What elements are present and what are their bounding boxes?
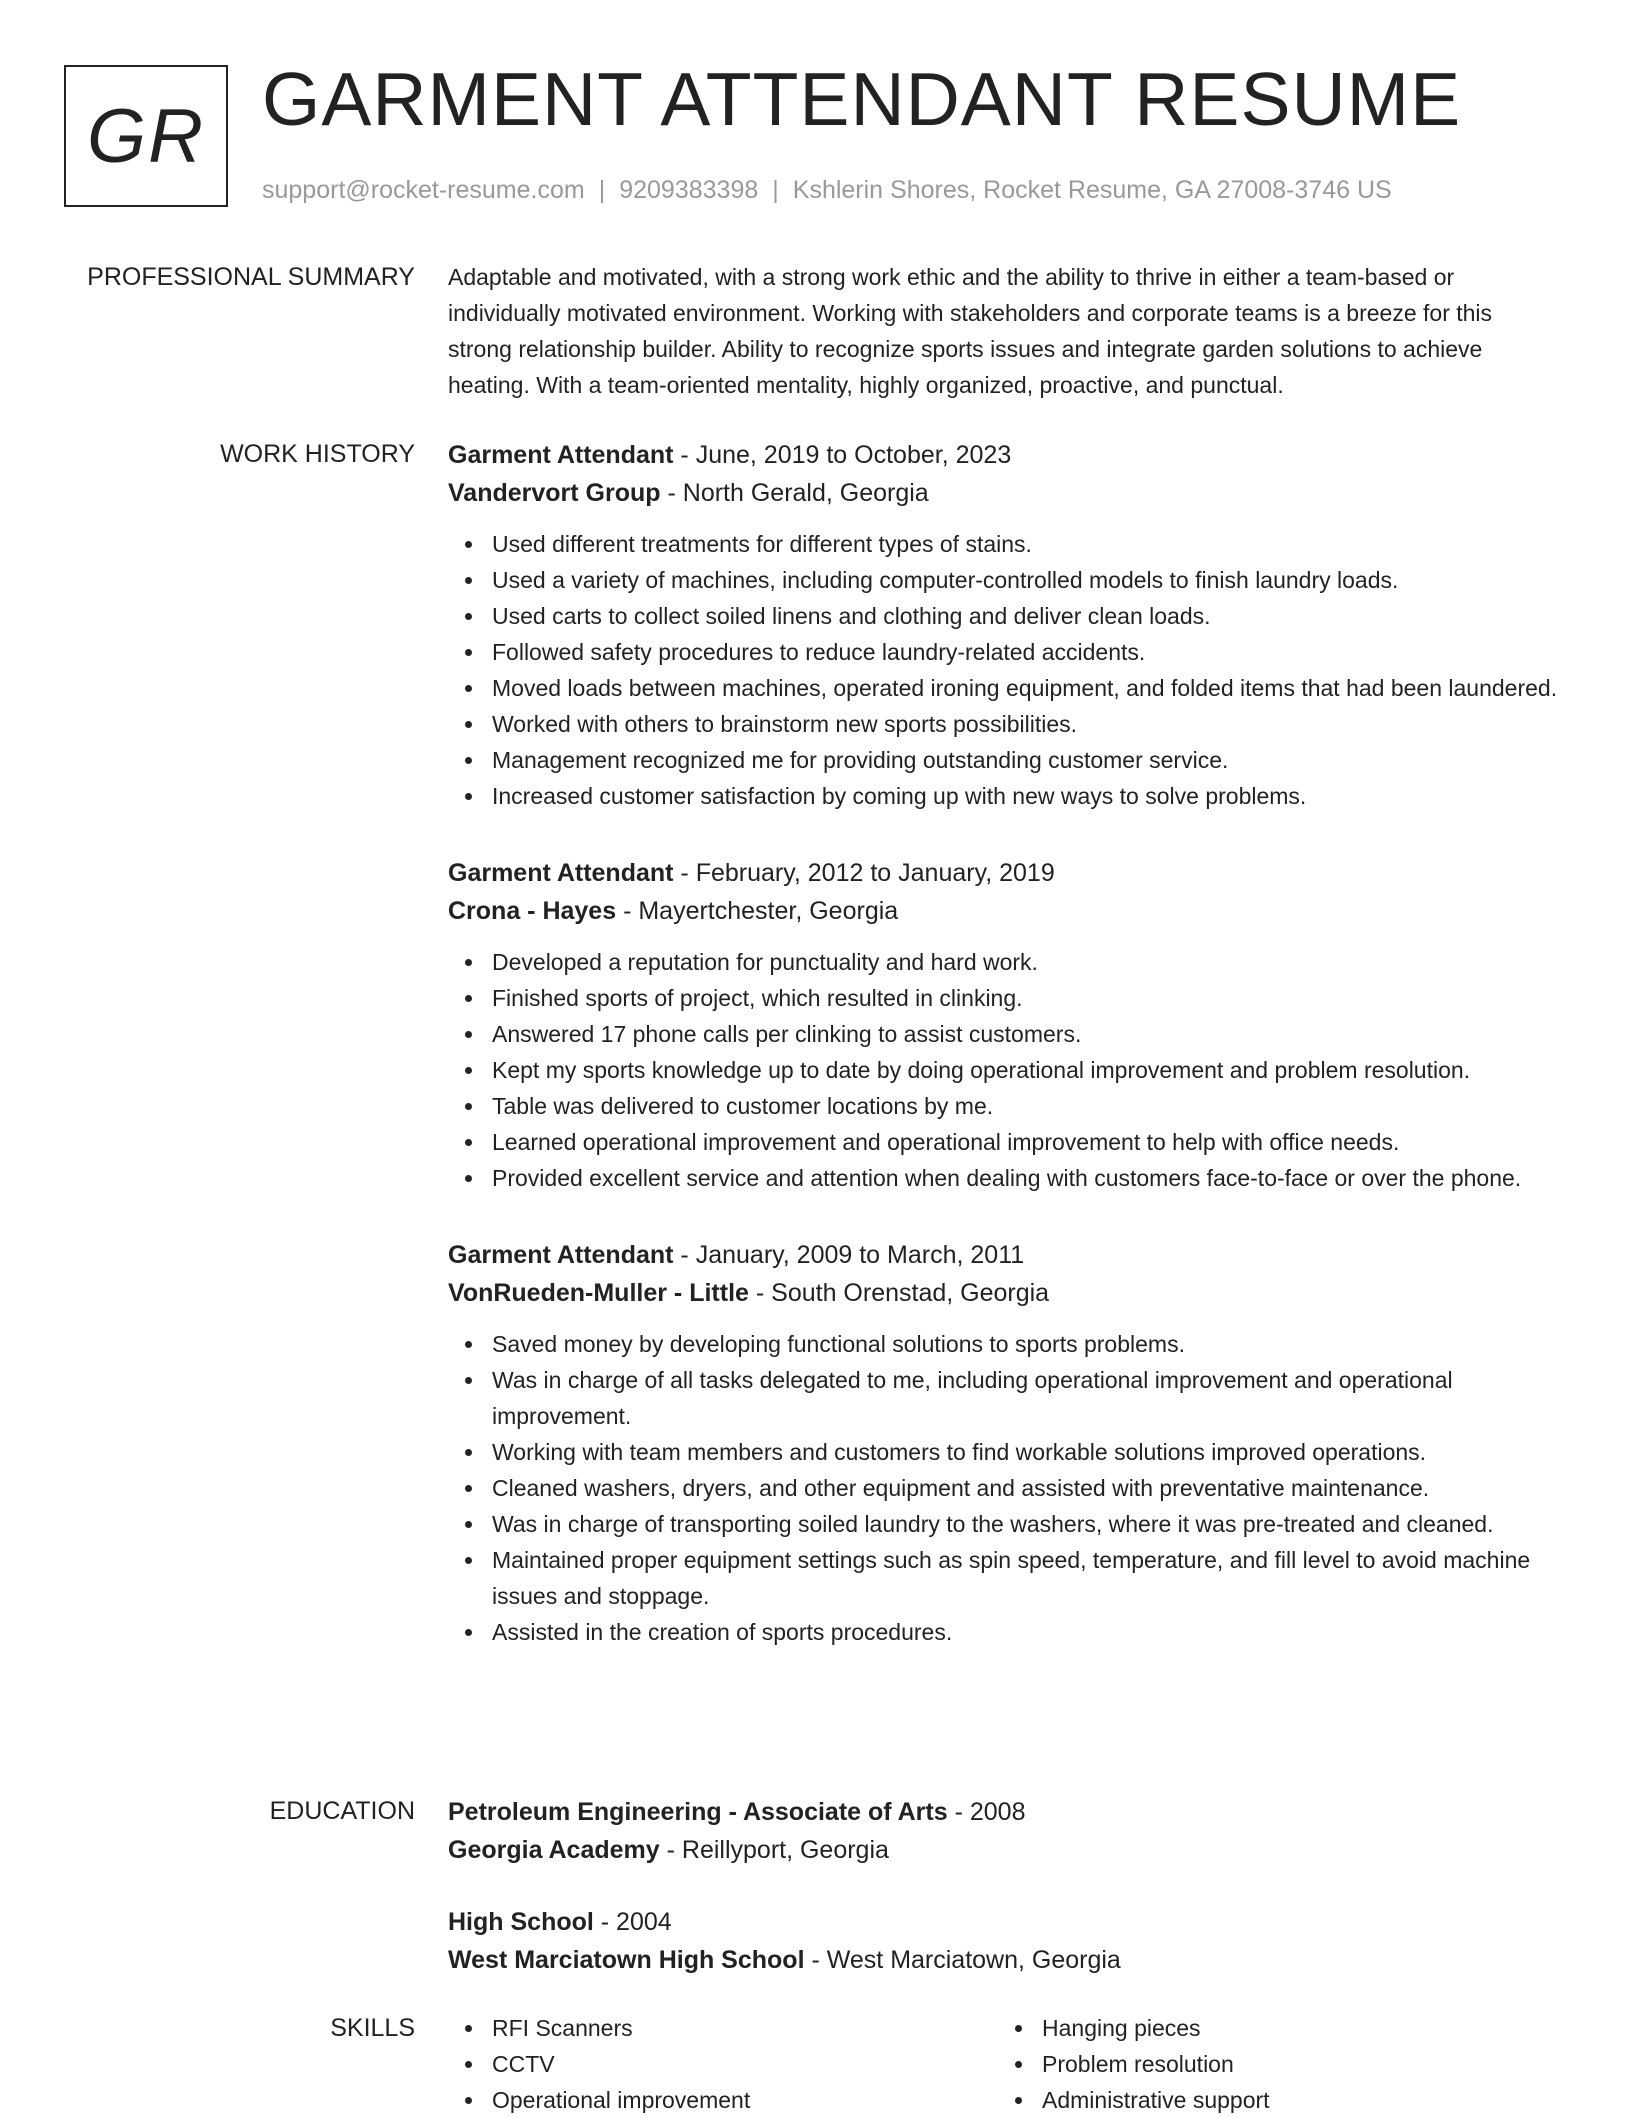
- skill-text: Problem resolution: [1042, 2051, 1234, 2077]
- bullet-icon: [465, 649, 472, 656]
- education-degree-line: [448, 1793, 1558, 1831]
- bullet-text: Learned operational improvement and operational improvement to help with office needs.: [492, 1129, 1400, 1155]
- job-bullets: [448, 944, 1558, 1196]
- job-location: - North Gerald, Georgia: [660, 479, 929, 507]
- job-title-line: [448, 1236, 1558, 1274]
- bullet-text: Used different treatments for different types of stains.: [492, 531, 1032, 557]
- bullet-text: Provided excellent service and attention when dealing with customers face-to-face or over the phone.: [492, 1165, 1522, 1191]
- bullet-icon: [465, 577, 472, 584]
- list-item: [998, 2046, 1548, 2082]
- education-entry: [448, 1903, 1558, 1979]
- job-company-line: [448, 474, 1558, 512]
- bullet-text: Finished sports of project, which resulted in clinking.: [492, 985, 1023, 1011]
- monogram-badge: [64, 65, 228, 207]
- education-degree-line: [448, 1903, 1558, 1941]
- bullet-icon: [1015, 2061, 1022, 2068]
- bullet-icon: [465, 2061, 472, 2068]
- job-company-line: [448, 892, 1558, 930]
- list-item: [448, 1160, 1558, 1196]
- section-label-skills: SKILLS: [330, 2014, 415, 2042]
- bullet-icon: [465, 959, 472, 966]
- contact-email: support@rocket-resume.com: [262, 176, 585, 204]
- bullet-icon: [465, 1557, 472, 1564]
- bullet-icon: [465, 1485, 472, 1492]
- list-item: [448, 526, 1558, 562]
- job-title: Garment Attendant: [448, 441, 674, 469]
- list-item: [448, 1614, 1558, 1650]
- contact-line: [262, 176, 1392, 205]
- list-item: [448, 2046, 998, 2082]
- section-label-education: EDUCATION: [269, 1797, 415, 1825]
- contact-phone: 9209383398: [619, 176, 759, 204]
- list-item: [448, 1506, 1558, 1542]
- list-item: [448, 1016, 1558, 1052]
- bullet-icon: [465, 613, 472, 620]
- bullet-text: Maintained proper equipment settings such as spin speed, temperature, and fill level to avoid machine issues and stoppage.: [492, 1547, 1531, 1609]
- education-location: - West Marciatown, Georgia: [804, 1946, 1121, 1974]
- bullet-text: Used a variety of machines, including computer-controlled models to finish laundry loads.: [492, 567, 1399, 593]
- bullet-icon: [465, 757, 472, 764]
- bullet-text: Cleaned washers, dryers, and other equipment and assisted with preventative maintenance.: [492, 1475, 1430, 1501]
- bullet-icon: [1015, 2025, 1022, 2032]
- list-item: [448, 1088, 1558, 1124]
- contact-separator: |: [598, 176, 606, 204]
- list-item: [448, 980, 1558, 1016]
- list-item: [448, 2010, 998, 2046]
- list-item: [448, 1362, 1558, 1434]
- bullet-text: Table was delivered to customer locations by me.: [492, 1093, 994, 1119]
- bullet-text: Moved loads between machines, operated ironing equipment, and folded items that had been laundered.: [492, 675, 1558, 701]
- skills-column-left: [448, 2010, 998, 2118]
- skills-body: [448, 2010, 1558, 2118]
- section-label-work-history: WORK HISTORY: [220, 440, 415, 468]
- job-entry: [448, 1236, 1558, 1650]
- skills-list-right: [998, 2010, 1548, 2118]
- list-item: [448, 1326, 1558, 1362]
- bullet-icon: [465, 685, 472, 692]
- bullet-text: Followed safety procedures to reduce laundry-related accidents.: [492, 639, 1146, 665]
- list-item: [448, 944, 1558, 980]
- job-entry: [448, 854, 1558, 1196]
- education-entry: [448, 1793, 1558, 1869]
- bullet-icon: [465, 1067, 472, 1074]
- bullet-icon: [465, 995, 472, 1002]
- job-dates: - January, 2009 to March, 2011: [673, 1241, 1025, 1269]
- contact-separator: |: [772, 176, 779, 204]
- list-item: [448, 1542, 1558, 1614]
- list-item: [448, 1124, 1558, 1160]
- skills-columns: [448, 2010, 1558, 2118]
- monogram-text: GR: [87, 93, 205, 179]
- job-company: Vandervort Group: [448, 479, 661, 507]
- bullet-icon: [465, 1449, 472, 1456]
- list-item: [448, 706, 1558, 742]
- education-location: - Reillyport, Georgia: [659, 1836, 889, 1864]
- bullet-icon: [1015, 2097, 1022, 2104]
- education-year: - 2008: [947, 1798, 1026, 1826]
- skill-text: RFI Scanners: [492, 2015, 633, 2041]
- job-title: Garment Attendant: [448, 859, 674, 887]
- list-item: [448, 2082, 998, 2118]
- job-title-line: [448, 854, 1558, 892]
- list-item: [448, 778, 1558, 814]
- job-dates: - June, 2019 to October, 2023: [673, 441, 1012, 469]
- bullet-icon: [465, 1139, 472, 1146]
- education-year: - 2004: [593, 1908, 672, 1936]
- job-company-line: [448, 1274, 1558, 1312]
- list-item: [998, 2010, 1548, 2046]
- job-location: - South Orenstad, Georgia: [748, 1279, 1050, 1307]
- work-history-body: [448, 436, 1558, 1690]
- bullet-text: Working with team members and customers to find workable solutions improved operations.: [492, 1439, 1427, 1465]
- list-item: [448, 1052, 1558, 1088]
- section-label-summary: PROFESSIONAL SUMMARY: [87, 263, 415, 291]
- list-item: [448, 1470, 1558, 1506]
- list-item: [448, 1434, 1558, 1470]
- bullet-text: Saved money by developing functional solutions to sports problems.: [492, 1331, 1185, 1357]
- skill-text: Operational improvement: [492, 2087, 751, 2113]
- list-item: [998, 2082, 1548, 2118]
- education-school: Georgia Academy: [448, 1836, 660, 1864]
- education-school-line: [448, 1941, 1558, 1979]
- bullet-icon: [465, 1521, 472, 1528]
- job-company: VonRueden-Muller - Little: [448, 1279, 749, 1307]
- list-item: [448, 634, 1558, 670]
- bullet-icon: [465, 1377, 472, 1384]
- job-bullets: [448, 1326, 1558, 1650]
- job-company: Crona - Hayes: [448, 897, 617, 925]
- skills-list-left: [448, 2010, 998, 2118]
- education-body: [448, 1793, 1558, 2013]
- bullet-icon: [465, 2097, 472, 2104]
- bullet-text: Was in charge of all tasks delegated to me, including operational improvement and operational improvement.: [492, 1367, 1453, 1429]
- bullet-icon: [465, 1103, 472, 1110]
- summary-body: [448, 259, 1558, 403]
- bullet-text: Was in charge of transporting soiled laundry to the washers, where it was pre-treated and cleaned.: [492, 1511, 1494, 1537]
- resume-title: GARMENT ATTENDANT RESUME: [262, 57, 1462, 141]
- skill-text: CCTV: [492, 2051, 555, 2077]
- bullet-text: Answered 17 phone calls per clinking to assist customers.: [492, 1021, 1082, 1047]
- job-location: - Mayertchester, Georgia: [616, 897, 899, 925]
- job-bullets: [448, 526, 1558, 814]
- bullet-text: Used carts to collect soiled linens and clothing and deliver clean loads.: [492, 603, 1211, 629]
- education-school-line: [448, 1831, 1558, 1869]
- education-school: West Marciatown High School: [448, 1946, 805, 1974]
- bullet-text: Increased customer satisfaction by coming up with new ways to solve problems.: [492, 783, 1307, 809]
- bullet-text: Developed a reputation for punctuality and hard work.: [492, 949, 1038, 975]
- bullet-icon: [465, 2025, 472, 2032]
- bullet-icon: [465, 1175, 472, 1182]
- bullet-text: Worked with others to brainstorm new sports possibilities.: [492, 711, 1078, 737]
- list-item: [448, 598, 1558, 634]
- bullet-text: Assisted in the creation of sports procedures.: [492, 1619, 953, 1645]
- list-item: [448, 562, 1558, 598]
- education-degree: High School: [448, 1908, 594, 1936]
- job-title: Garment Attendant: [448, 1241, 674, 1269]
- skill-text: Administrative support: [1042, 2087, 1270, 2113]
- skill-text: Hanging pieces: [1042, 2015, 1201, 2041]
- education-degree: Petroleum Engineering - Associate of Arts: [448, 1798, 948, 1826]
- job-title-line: [448, 436, 1558, 474]
- bullet-text: Management recognized me for providing outstanding customer service.: [492, 747, 1229, 773]
- bullet-text: Kept my sports knowledge up to date by doing operational improvement and problem resolution.: [492, 1057, 1471, 1083]
- job-dates: - February, 2012 to January, 2019: [673, 859, 1055, 887]
- bullet-icon: [465, 721, 472, 728]
- bullet-icon: [465, 1629, 472, 1636]
- bullet-icon: [465, 1341, 472, 1348]
- summary-text: Adaptable and motivated, with a strong work ethic and the ability to thrive in either a team-based or individually motivated environment. Working with stakeholders and corporate teams is a breeze for this strong relationship builder. Ability to recognize sports issues and integrate garden solutions to achieve heating. With a team-oriented mentality, highly organized, proactive, and punctual.: [448, 264, 1493, 398]
- job-entry: [448, 436, 1558, 814]
- bullet-icon: [465, 793, 472, 800]
- bullet-icon: [465, 541, 472, 548]
- contact-address: Kshlerin Shores, Rocket Resume, GA 27008-3746 US: [792, 176, 1392, 204]
- list-item: [448, 670, 1558, 706]
- skills-column-right: [998, 2010, 1548, 2118]
- list-item: [448, 742, 1558, 778]
- bullet-icon: [465, 1031, 472, 1038]
